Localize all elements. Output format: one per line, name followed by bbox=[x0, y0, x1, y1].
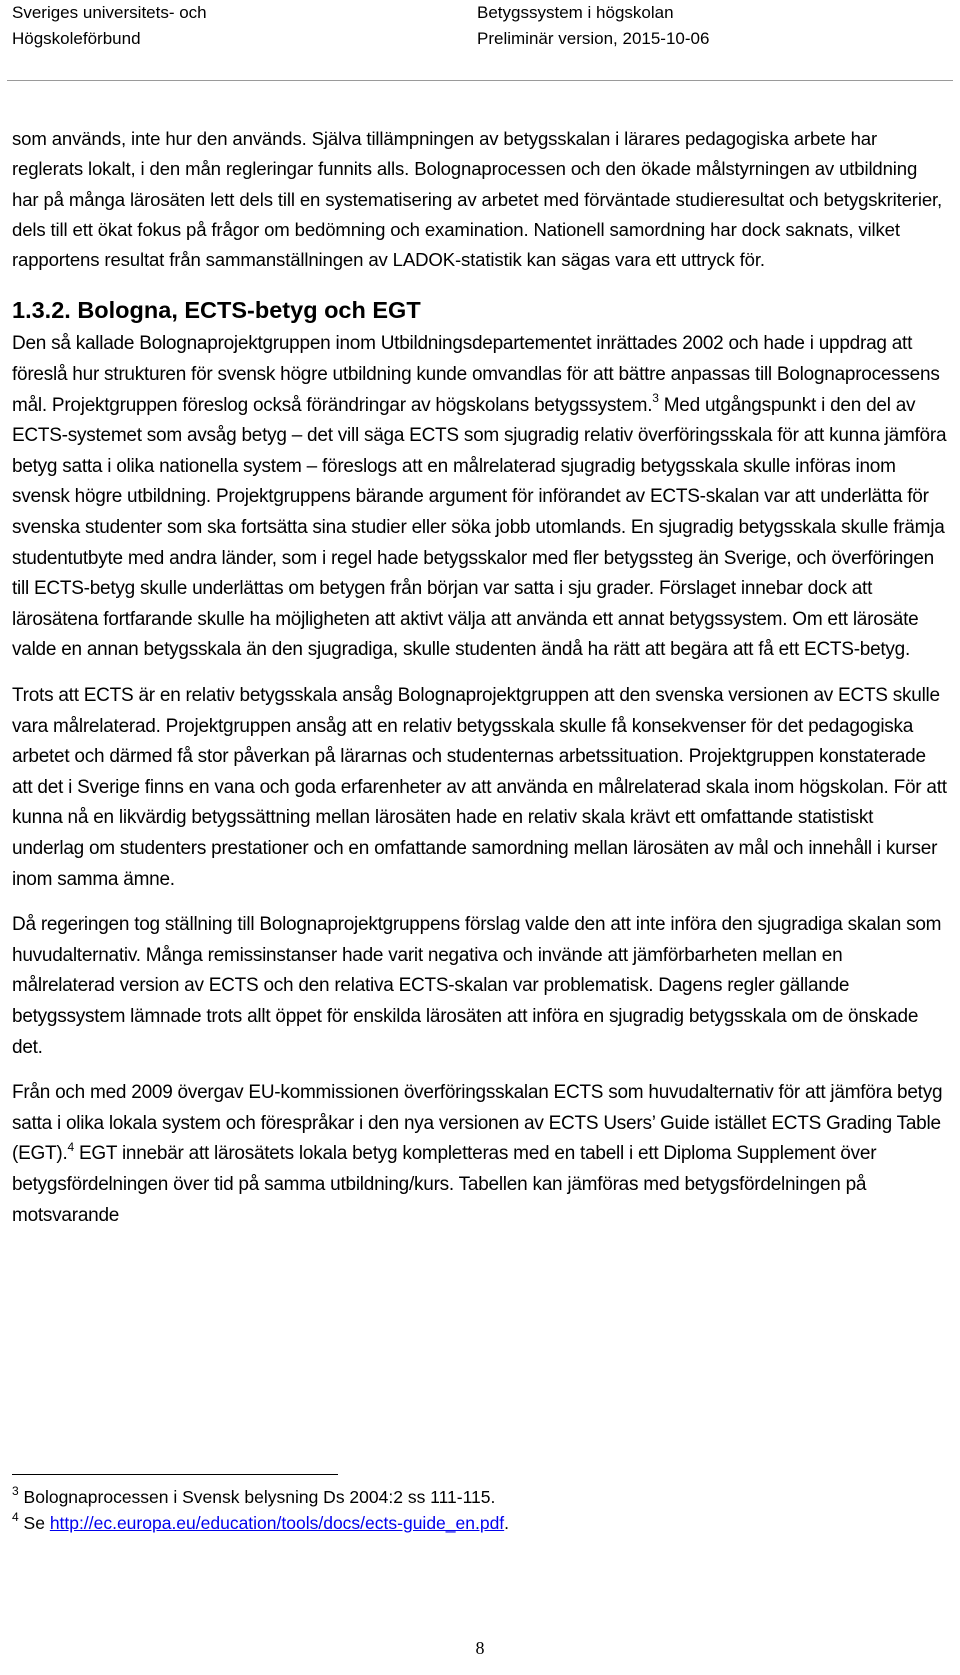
footnotes bbox=[12, 1484, 947, 1536]
header-doc-version: Preliminär version, 2015-10-06 bbox=[477, 29, 710, 48]
footnote-ref-3[interactable]: 3 bbox=[652, 391, 659, 406]
ects-guide-link[interactable]: http://ec.europa.eu/education/tools/docs/ects-guide_en.pdf bbox=[49, 1513, 505, 1533]
footnote-3-number: 3 bbox=[12, 1484, 19, 1499]
section-paragraph-3: Då regeringen tog ställning till Bolognaprojektgruppens förslag valde den att inte införa den sjugradiga skalan som huvudalternativ. Många remissinstanser hade varit negativa och invände att jämförbarheten mellan en målrelaterad version av ECTS och den relativa ECTS-skalan var problematisk. Dagens regler gällande betygssystem lämnade trots allt öppet för enskilda lärosäten att införa en sjugradig betygsskala om de önskade det. bbox=[12, 914, 942, 1058]
page-number: 8 bbox=[475, 1638, 485, 1658]
header-org-line2: Högskoleförbund bbox=[12, 29, 141, 48]
paragraph-1-text-b: Med utgångspunkt i den del av ECTS-systemet som avsåg betyg – det vill säga ECTS som sjugradig relativ överföringsskala för att kunna jämföra betyg satta i olika nationella system – föreslogs att en målrelaterad sjugradig betygsskala skulle införas inom svensk högre utbildning. Projektgruppens bärande argument för införandet av ECTS-skalan var att underlätta för svenska studenter som ska fortsätta sina studier eller söka jobb utomlands. En sjugradig betygsskala skulle främja studentutbyte med andra länder, som i regel hade betygsskalor med fler betygssteg än Sverige, och överföringen till ECTS-betyg skulle underlättas om betygen från början var satta i sju grader. Förslaget innebar dock att lärosätena fortfarande skulle ha möjligheten att aktivt välja att använda ett annat betygssystem. Om ett lärosäte valde en annan betygsskala än den sjugradiga, skulle studenten ändå ha rätt att begära att få ett ECTS-betyg. bbox=[12, 394, 947, 661]
intro-paragraph: som används, inte hur den används. Själva tillämpningen av betygsskalan i lärares pedagogiska arbete har reglerats lokalt, i den mån regleringar funnits alls. Bolognaprocessen och den ökade målstyrningen av utbildning har på många lärosäten lett dels till en systematisering av arbetet med förväntade studieresultat och betygskriterier, dels till ett ökat fokus på frågor om bedömning och examination. Nationell samordning har dock saknats, vilket rapportens resultat från sammanställningen av LADOK-statistik kan sägas vara ett uttryck för. bbox=[12, 128, 943, 271]
section-paragraph-1 bbox=[12, 329, 947, 666]
section-heading: 1.3.2. Bologna, ECTS-betyg och EGT bbox=[12, 297, 421, 324]
page-content bbox=[12, 124, 947, 1246]
header-divider bbox=[7, 80, 953, 81]
footnote-4 bbox=[12, 1510, 947, 1536]
footnote-divider bbox=[12, 1474, 338, 1475]
paragraph-4-text-b: EGT innebär att lärosätets lokala betyg kompletteras med en tabell i ett Diploma Supplement över betygsfördelningen över tid på samma utbildning/kurs. Tabellen kan jämföras med betygsfördelningen på motsvarande bbox=[12, 1143, 877, 1226]
footnote-4-suffix: . bbox=[504, 1513, 510, 1533]
header-org-line1: Sveriges universitets- och bbox=[12, 3, 207, 22]
section-paragraph-2: Trots att ECTS är en relativ betygsskala ansåg Bolognaprojektgruppen att den svenska versionen av ECTS skulle vara målrelaterad. Projektgruppen ansåg att en relativ betygsskala skulle få konsekvenser för det pedagogiska arbetet och därmed få stor påverkan på lärarnas och studenternas arbetssituation. Projektgruppen konstaterade att det i Sverige finns en vana och goda erfarenheter av att använda en målrelaterad skala inom högskolan. För att kunna nå en likvärdig betygssättning mellan lärosäten hade en relativ skala krävt ett omfattande statistiskt underlag om studenters prestationer och en omfattande samordning mellan lärosäten av mål och innehåll i kurser inom samma ämne. bbox=[12, 685, 947, 890]
paragraph-1-text-a: Den så kallade Bolognaprojektgruppen inom Utbildningsdepartementet inrättades 2002 och hade i uppdrag att föreslå hur strukturen för svensk högre utbildning kunde omvandlas för att bättre anpassas till Bolognaprocessens mål. Projektgruppen föreslog också förändringar av högskolans betygssystem. bbox=[12, 333, 940, 416]
footnote-4-prefix: Se bbox=[18, 1513, 50, 1533]
page-header bbox=[0, 0, 960, 82]
header-doc-title: Betygssystem i högskolan bbox=[477, 3, 674, 22]
footnote-4-number: 4 bbox=[12, 1510, 19, 1525]
footnote-3 bbox=[12, 1484, 947, 1510]
header-organization bbox=[12, 0, 207, 52]
paragraph-4-text-a: Från och med 2009 övergav EU-kommissionen överföringsskalan ECTS som huvudalternativ för att jämföra betyg satta i olika lokala system och förespråkar i den nya versionen av ECTS Users’ Guide istället ECTS Grading Table (EGT). bbox=[12, 1082, 943, 1165]
section-paragraph-4 bbox=[12, 1078, 947, 1231]
footnote-3-text: Bolognaprocessen i Svensk belysning Ds 2004:2 ss 111-115. bbox=[18, 1487, 496, 1507]
footnote-ref-4[interactable]: 4 bbox=[67, 1140, 74, 1154]
header-document-info bbox=[477, 0, 709, 52]
